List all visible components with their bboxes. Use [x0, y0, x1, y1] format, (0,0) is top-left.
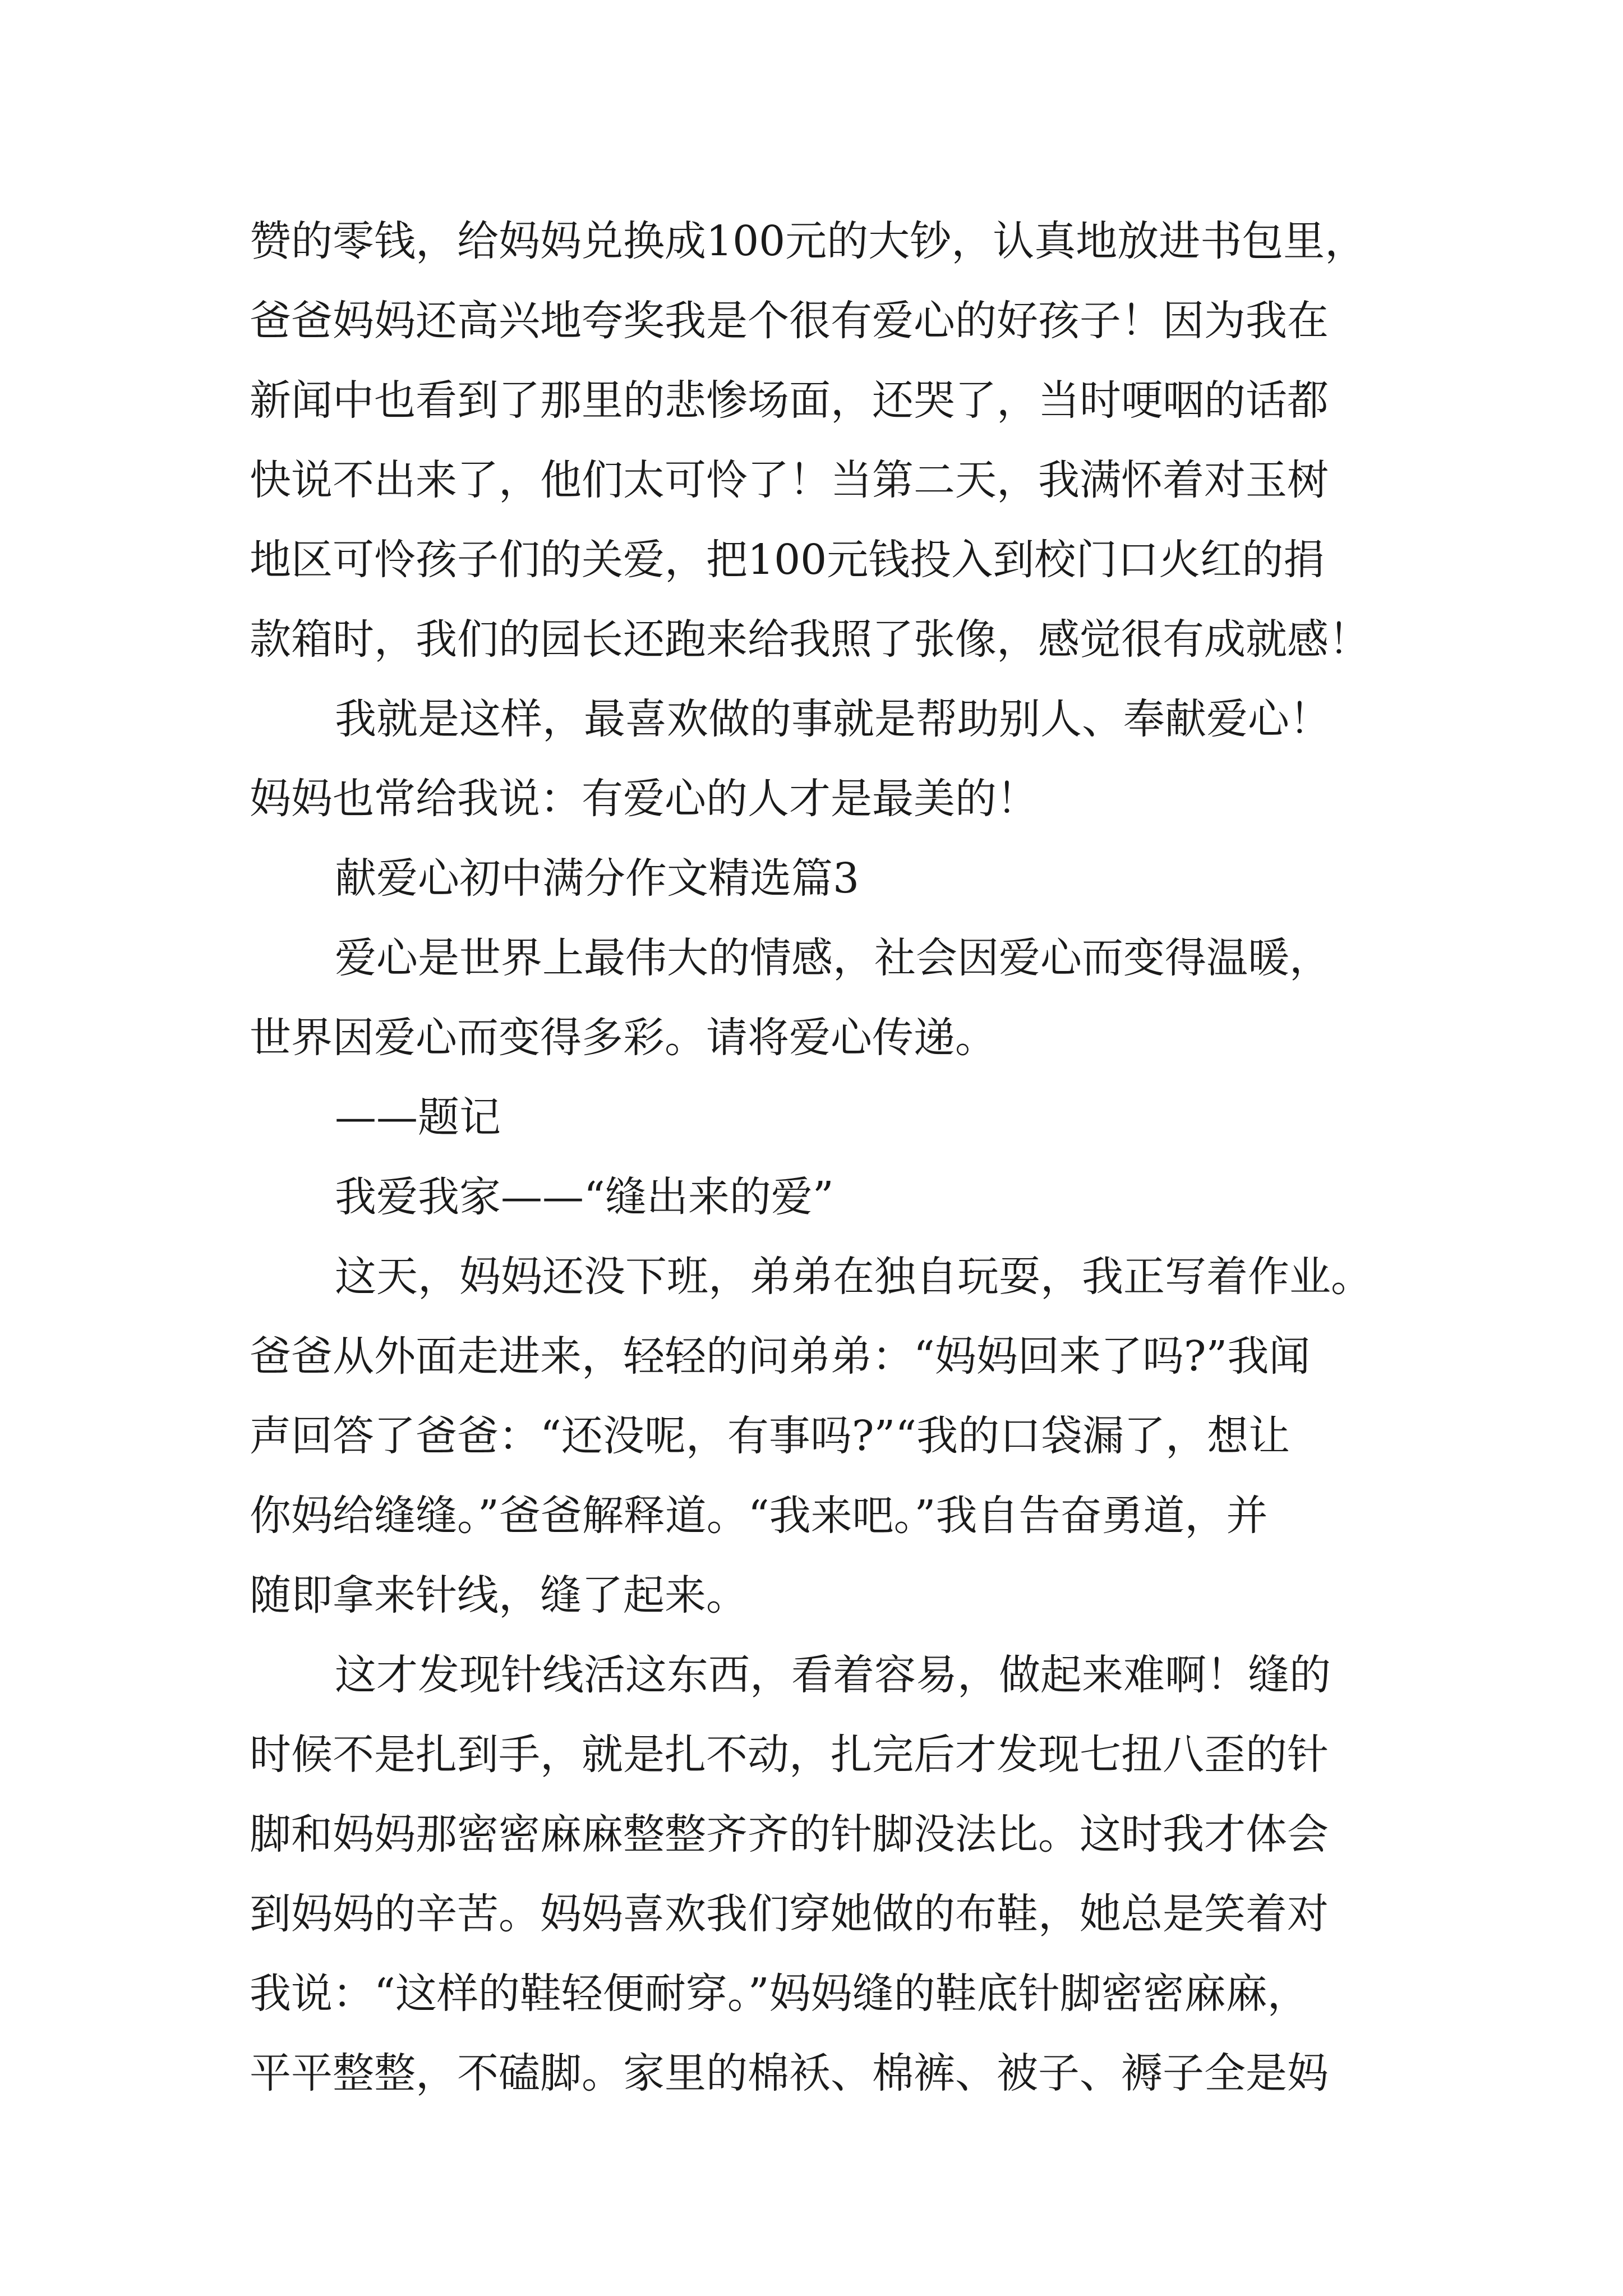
text-line-11: 世界因爱心而变得多彩。请将爱心传递。 [250, 1014, 997, 1062]
text-line-14: 这天，妈妈还没下班，弟弟在独自玩耍，我正写着作业。 [335, 1253, 1372, 1301]
text-line-7: 我就是这样，最喜欢做的事就是帮助别人、奉献爱心！ [335, 695, 1331, 743]
text-line-10: 爱心是世界上最伟大的情感，社会因爱心而变得温暖， [335, 934, 1331, 982]
text-line-16: 声回答了爸爸：“还没呢，有事吗?”“我的口袋漏了，想让 [250, 1412, 1290, 1460]
epigraph-note: ——题记 [335, 1093, 501, 1142]
text-line-18: 随即拿来针线，缝了起来。 [250, 1571, 748, 1619]
text-line-3: 新闻中也看到了那里的悲惨场面，还哭了，当时哽咽的话都 [250, 376, 1329, 425]
section-title: 献爱心初中满分作文精选篇3 [335, 854, 860, 903]
text-line-24: 平平整整，不磕脚。家里的棉袄、棉裤、被子、褥子全是妈 [250, 2049, 1329, 2097]
text-line-15: 爸爸从外面走进来，轻轻的问弟弟：“妈妈回来了吗?”我闻 [250, 1332, 1311, 1381]
text-line-21: 脚和妈妈那密密麻麻整整齐齐的针脚没法比。这时我才体会 [250, 1810, 1329, 1858]
text-line-22: 到妈妈的辛苦。妈妈喜欢我们穿她做的布鞋，她总是笑着对 [250, 1890, 1329, 1938]
text-line-2: 爸爸妈妈还高兴地夸奖我是个很有爱心的好孩子！因为我在 [250, 297, 1329, 345]
text-line-19: 这才发现针线活这东西，看着容易，做起来难啊！缝的 [335, 1651, 1331, 1699]
text-line-17: 你妈给缝缝。”爸爸解释道。“我来吧。”我自告奋勇道，并 [250, 1492, 1268, 1540]
text-line-6: 款箱时，我们的园长还跑来给我照了张像，感觉很有成就感！ [250, 615, 1370, 664]
essay-subtitle: 我爱我家——“缝出来的爱” [335, 1173, 834, 1221]
text-line-23: 我说：“这样的鞋轻便耐穿。”妈妈缝的鞋底针脚密密麻麻， [250, 1970, 1309, 2018]
text-line-20: 时候不是扎到手，就是扎不动，扎完后才发现七扭八歪的针 [250, 1731, 1329, 1779]
text-line-1: 赞的零钱，给妈妈兑换成100元的大钞，认真地放进书包里， [250, 217, 1367, 265]
text-line-8: 妈妈也常给我说：有爱心的人才是最美的！ [250, 775, 1038, 823]
text-line-5: 地区可怜孩子们的关爱，把100元钱投入到校门口火红的捐 [250, 536, 1325, 584]
text-line-4: 快说不出来了，他们太可怜了！当第二天，我满怀着对玉树 [250, 456, 1329, 504]
